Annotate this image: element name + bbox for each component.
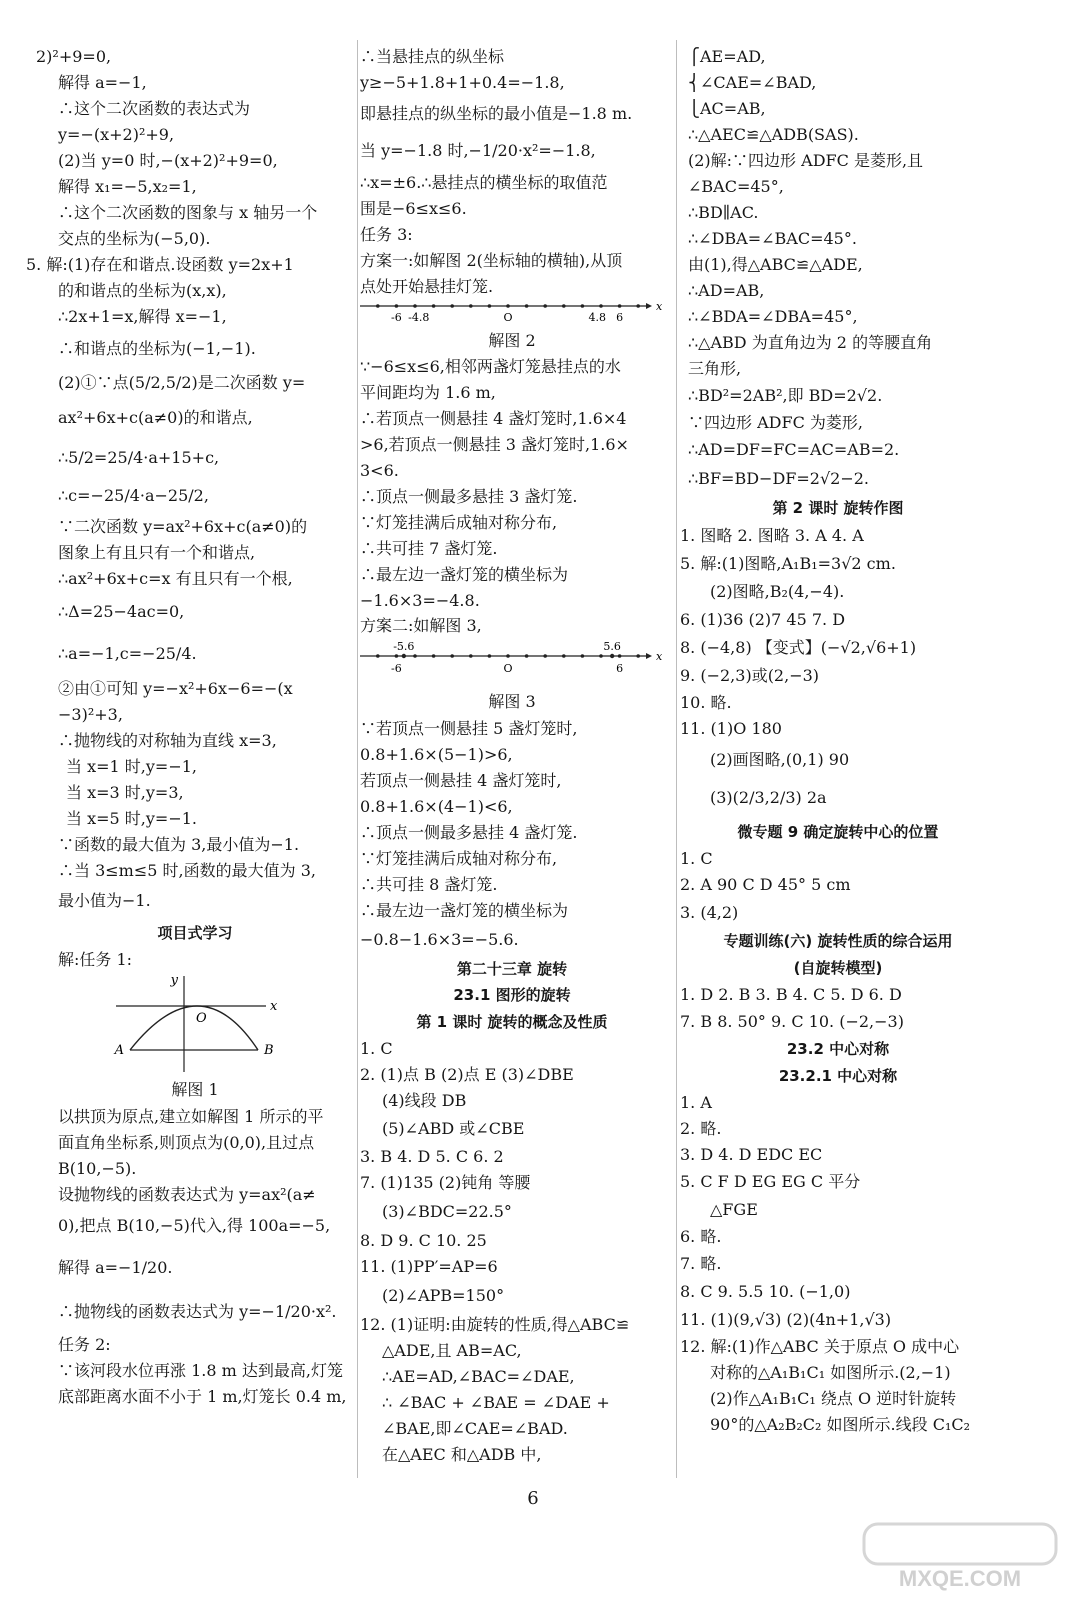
answer-line: >6,若顶点一侧悬挂 3 盏灯笼时,1.6× xyxy=(360,435,629,454)
section-heading: 项目式学习 xyxy=(157,924,233,942)
label-x: x xyxy=(270,999,278,1014)
answer-line: ∴共可挂 7 盏灯笼. xyxy=(360,539,498,558)
answer-line: 8. (−4,8) 【变式】(−√2,√6+1) xyxy=(680,638,917,657)
answer-line: ∴共可挂 8 盏灯笼. xyxy=(360,875,498,894)
answer-line: 解得 a=−1/20. xyxy=(58,1258,173,1277)
answer-line: 6. 略. xyxy=(680,1227,722,1246)
answer-line: ∵若顶点一侧悬挂 5 盏灯笼时, xyxy=(360,719,578,738)
answer-line: 任务 3: xyxy=(360,225,413,244)
figure-caption: 解图 2 xyxy=(488,331,536,350)
answer-line: 以拱顶为原点,建立如解图 1 所示的平 xyxy=(58,1107,324,1126)
answer-line: ∴这个二次函数的图象与 x 轴另一个 xyxy=(58,203,318,222)
answer-line: 11. (1)(9,√3) (2)(4n+1,√3) xyxy=(680,1310,892,1329)
answer-line: ∴∠DBA=∠BAC=45°. xyxy=(688,229,857,248)
fig-2 xyxy=(360,300,664,328)
answer-line: ②由①可知 y=−x²+6x−6=−(x xyxy=(58,679,293,698)
answer-line: 2. 略. xyxy=(680,1119,722,1138)
answer-line: 11. (1)O 180 xyxy=(680,719,782,738)
tick-dot xyxy=(506,304,510,308)
axis-label-x: x xyxy=(656,650,663,663)
answer-line: (3)∠BDC=22.5° xyxy=(382,1202,512,1221)
answer-line: 即悬挂点的纵坐标的最小值是−1.8 m. xyxy=(360,104,633,123)
tick-dot xyxy=(450,304,454,308)
answer-line: 1. A xyxy=(680,1093,712,1112)
answer-line: ⎨∠CAE=∠BAD, xyxy=(688,73,817,92)
answer-line: ∴BD²=2AB²,即 BD=2√2. xyxy=(688,386,883,405)
tick-dot xyxy=(525,304,529,308)
answer-line: 7. (1)135 (2)钝角 等腰 xyxy=(360,1173,531,1192)
tick-dot xyxy=(562,654,566,658)
answer-line: 8. D 9. C 10. 25 xyxy=(360,1231,487,1250)
answer-line: −3)²+3, xyxy=(58,705,123,724)
tick-label-top: 5.6 xyxy=(603,640,621,653)
watermark-text: MXQE.COM xyxy=(898,1566,1022,1591)
tick-dot xyxy=(543,304,547,308)
answer-line: ∴∠BDA=∠DBA=45°, xyxy=(688,307,858,326)
tick-dot xyxy=(395,304,399,308)
tick-dot xyxy=(413,654,417,658)
tick-label: O xyxy=(503,311,513,324)
answer-line: 5. C F D EG EG C 平分 xyxy=(680,1172,861,1191)
section-heading: 23.1 图形的旋转 xyxy=(453,986,571,1004)
answer-line: 若顶点一侧悬挂 4 盏灯笼时, xyxy=(360,771,562,790)
figure-caption: 解图 1 xyxy=(171,1080,219,1099)
tick-dot xyxy=(432,654,436,658)
tick-label-top: -5.6 xyxy=(393,640,415,653)
answer-line: (2)图略,B₂(4,−4). xyxy=(710,582,845,601)
answer-line: ∴顶点一侧最多悬挂 4 盏灯笼. xyxy=(360,823,578,842)
section-heading: 第 2 课时 旋转作图 xyxy=(772,499,904,517)
answer-line: 6. (1)36 (2)7 45 7. D xyxy=(680,610,846,629)
answer-line: 2. (1)点 B (2)点 E (3)∠DBE xyxy=(360,1065,574,1084)
answer-line: ∠BAC=45°, xyxy=(688,177,784,196)
tick-label-bottom: 6 xyxy=(616,662,624,675)
tick-dot xyxy=(525,654,529,658)
answer-line: 在△AEC 和△ADB 中, xyxy=(382,1445,542,1464)
answer-line: ∴x=±6.∴悬挂点的横坐标的取值范 xyxy=(360,173,608,192)
answer-line: 7. B 8. 50° 9. C 10. (−2,−3) xyxy=(680,1012,904,1031)
tick-dot xyxy=(562,304,566,308)
column-divider-1 xyxy=(357,40,358,1478)
tick-dot xyxy=(599,304,603,308)
answer-line: 解得 x₁=−5,x₂=1, xyxy=(58,177,197,196)
tick-dot xyxy=(488,304,492,308)
answer-line: 5. 解:(1)存在和谐点.设函数 y=2x+1 xyxy=(26,255,294,274)
answer-line: △FGE xyxy=(710,1200,758,1219)
answer-line: ∴这个二次函数的表达式为 xyxy=(58,99,251,118)
answer-line: (2)当 y=0 时,−(x+2)²+9=0, xyxy=(58,151,278,170)
answer-line: 3. B 4. D 5. C 6. 2 xyxy=(360,1147,504,1166)
answer-line: 当 y=−1.8 时,−1/20·x²=−1.8, xyxy=(360,141,596,160)
section-heading: 第二十三章 旋转 xyxy=(456,960,568,978)
tick-dot xyxy=(469,304,473,308)
tick-dot xyxy=(395,654,399,658)
answer-line: ⎧AE=AD, xyxy=(688,47,766,66)
answer-line: ∴最左边一盏灯笼的横坐标为 xyxy=(360,565,569,584)
answer-line: ∴BD∥AC. xyxy=(688,203,759,222)
answer-column-1 xyxy=(26,44,354,1410)
answer-line: ∴抛物线的对称轴为直线 x=3, xyxy=(58,731,277,750)
parabola-curve xyxy=(130,1006,258,1050)
tick-label-bottom: O xyxy=(503,662,513,675)
answer-line: ∴2x+1=x,解得 x=−1, xyxy=(58,307,227,326)
answer-line: 平间距均为 1.6 m, xyxy=(360,383,496,402)
answer-line: 围是−6≤x≤6. xyxy=(360,199,467,218)
answer-line: ∴5/2=25/4·a+15+c, xyxy=(58,448,220,467)
answer-line: 8. C 9. 5.5 10. (−1,0) xyxy=(680,1282,851,1301)
tick-dot xyxy=(618,304,622,308)
tick-dot xyxy=(488,654,492,658)
answer-line: ∴当悬挂点的纵坐标 xyxy=(360,47,505,66)
answer-line: 5. 解:(1)图略,A₁B₁=3√2 cm. xyxy=(680,554,896,573)
parabola-figure xyxy=(106,972,336,1076)
answer-line: (2)①∵点(5/2,5/2)是二次函数 y= xyxy=(58,373,306,392)
answer-line: (2)作△A₁B₁C₁ 绕点 O 逆时针旋转 xyxy=(710,1389,957,1408)
answer-line: 对称的△A₁B₁C₁ 如图所示.(2,−1) xyxy=(710,1363,951,1382)
page-number: 6 xyxy=(527,1488,539,1509)
answer-line: 0),把点 B(10,−5)代入,得 100a=−5, xyxy=(58,1216,331,1235)
answer-line: ∠BAE,即∠CAE=∠BAD. xyxy=(382,1419,568,1438)
answer-line: 最小值为−1. xyxy=(58,891,151,910)
answer-line: 任务 2: xyxy=(58,1335,111,1354)
column-divider-2 xyxy=(676,40,677,1478)
answer-line: ax²+6x+c(a≠0)的和谐点, xyxy=(58,408,253,427)
tick-dot xyxy=(581,304,585,308)
answer-line: ∴AD=DF=FC=AC=AB=2. xyxy=(688,440,900,459)
tick-label: -4.8 xyxy=(408,311,430,324)
figure-caption: 解图 3 xyxy=(488,692,536,711)
axis-label-x: x xyxy=(656,300,663,313)
answer-line: ∴a=−1,c=−25/4. xyxy=(58,644,197,663)
section-heading: 23.2.1 中心对称 xyxy=(778,1067,898,1085)
answer-line: (5)∠ABD 或∠CBE xyxy=(382,1119,525,1138)
answer-line: 当 x=5 时,y=−1. xyxy=(66,809,197,828)
tick-label: 6 xyxy=(616,311,624,324)
answer-line: 点处开始悬挂灯笼. xyxy=(360,277,494,296)
answer-line: ∵−6≤x≤6,相邻两盏灯笼悬挂点的水 xyxy=(360,357,621,376)
answer-line: 1. 图略 2. 图略 3. A 4. A xyxy=(680,526,864,545)
answer-line: 7. 略. xyxy=(680,1254,722,1273)
answer-line: ∴最左边一盏灯笼的横坐标为 xyxy=(360,901,569,920)
answer-line: ∴△AEC≌△ADB(SAS). xyxy=(688,125,859,144)
answer-line: 3<6. xyxy=(360,461,399,480)
tick-dot xyxy=(506,654,510,658)
answer-line: −0.8−1.6×3=−5.6. xyxy=(360,930,519,949)
answer-line: 由(1),得△ABC≌△ADE, xyxy=(688,255,863,274)
answer-line: 1. D 2. B 3. B 4. C 5. D 6. D xyxy=(680,985,902,1004)
label-origin: O xyxy=(196,1011,207,1026)
fig-2-number-line xyxy=(360,300,663,328)
answer-line: ∴抛物线的函数表达式为 y=−1/20·x². xyxy=(58,1302,337,1321)
label-y: y xyxy=(170,973,178,988)
answer-line: (2)画图略,(0,1) 90 xyxy=(710,750,850,769)
answer-line: ∵二次函数 y=ax²+6x+c(a≠0)的 xyxy=(58,517,308,536)
answer-line: ∴顶点一侧最多悬挂 3 盏灯笼. xyxy=(360,487,578,506)
tick-dot xyxy=(469,654,473,658)
answer-line: ⎩AC=AB, xyxy=(688,99,766,118)
answer-column-2 xyxy=(360,44,664,1468)
answer-line: y=−(x+2)²+9, xyxy=(58,125,175,144)
answer-line: (2)∠APB=150° xyxy=(382,1286,505,1305)
tick-dot xyxy=(543,654,547,658)
answer-line: 底部距离水面不小于 1 m,灯笼长 0.4 m, xyxy=(58,1387,347,1406)
answer-line: 0.8+1.6×(5−1)>6, xyxy=(360,745,513,764)
answer-line: 三角形, xyxy=(688,359,742,378)
answer-line: 解得 a=−1, xyxy=(58,73,147,92)
answer-line: ∴ ∠BAC + ∠BAE = ∠DAE + xyxy=(382,1393,610,1412)
answer-line: ∵灯笼挂满后成轴对称分布, xyxy=(360,513,558,532)
answer-line: 方案一:如解图 2(坐标轴的横轴),从顶 xyxy=(360,251,623,270)
answer-line: ∵灯笼挂满后成轴对称分布, xyxy=(360,849,558,868)
section-heading: 微专题 9 确定旋转中心的位置 xyxy=(737,823,939,841)
answer-line: y≥−5+1.8+1+0.4=−1.8, xyxy=(360,73,565,92)
watermark-logo xyxy=(860,1520,1060,1592)
tick-dot xyxy=(581,654,585,658)
fig-3-number-line xyxy=(360,638,663,688)
answer-line: ∵四边形 ADFC 为菱形, xyxy=(688,413,863,432)
answer-line: (2)解:∵四边形 ADFC 是菱形,且 xyxy=(688,151,924,170)
tick-dot xyxy=(636,654,640,658)
answer-line: 面直角坐标系,则顶点为(0,0),且过点 xyxy=(58,1133,315,1152)
tick-dot xyxy=(599,654,603,658)
answer-line: 设抛物线的函数表达式为 y=ax²(a≠ xyxy=(58,1185,316,1204)
answer-line: 11. (1)PP′=AP=6 xyxy=(360,1257,498,1276)
answer-line: ∴和谐点的坐标为(−1,−1). xyxy=(58,339,256,358)
answer-line: ∴BF=BD−DF=2√2−2. xyxy=(688,469,869,488)
tick-dot xyxy=(450,654,454,658)
section-heading: 23.2 中心对称 xyxy=(786,1040,890,1058)
answer-line: 1. C xyxy=(680,849,713,868)
answer-line: 2)²+9=0, xyxy=(36,47,112,66)
label-point-a: A xyxy=(114,1043,124,1058)
section-heading: 第 1 课时 旋转的概念及性质 xyxy=(416,1013,608,1031)
answer-line: −1.6×3=−4.8. xyxy=(360,591,480,610)
answer-line: 1. C xyxy=(360,1039,393,1058)
section-heading: 专题训练(六) 旋转性质的综合运用 xyxy=(723,932,953,950)
answer-line: 0.8+1.6×(4−1)<6, xyxy=(360,797,513,816)
answer-line: ∴若顶点一侧悬挂 4 盏灯笼时,1.6×4 xyxy=(360,409,627,428)
answer-line: ∴当 3≤m≤5 时,函数的最大值为 3, xyxy=(58,861,316,880)
answer-line: ∵函数的最大值为 3,最小值为−1. xyxy=(58,835,300,854)
answer-line: ∵该河段水位再涨 1.8 m 达到最高,灯笼 xyxy=(58,1361,343,1380)
answer-line: ∴ax²+6x+c=x 有且只有一个根, xyxy=(58,569,293,588)
tick-dot xyxy=(432,304,436,308)
answer-line: 9. (−2,3)或(2,−3) xyxy=(680,666,820,685)
answer-line: 解:任务 1: xyxy=(58,950,133,969)
answer-line: (4)线段 DB xyxy=(382,1091,467,1110)
tick-dot xyxy=(376,304,380,308)
answer-column-3 xyxy=(680,44,988,1438)
answer-line: 3. D 4. D EDC EC xyxy=(680,1145,823,1164)
answer-line: 当 x=3 时,y=3, xyxy=(66,783,184,802)
answer-line: 当 x=1 时,y=−1, xyxy=(66,757,197,776)
tick-dot xyxy=(618,654,622,658)
tick-dot xyxy=(376,654,380,658)
answer-line: ∴AE=AD,∠BAC=∠DAE, xyxy=(382,1367,575,1386)
answer-line: 10. 略. xyxy=(680,693,732,712)
answer-line: 交点的坐标为(−5,0). xyxy=(58,229,211,248)
fig-1 xyxy=(36,972,354,1076)
answer-line: 图象上有且只有一个和谐点, xyxy=(58,543,256,562)
answer-line: ∴Δ=25−4ac=0, xyxy=(58,602,185,621)
answer-line: 3. (4,2) xyxy=(680,903,739,922)
answer-line: 12. 解:(1)作△ABC 关于原点 O 成中心 xyxy=(680,1337,960,1356)
answer-line: 12. (1)证明:由旋转的性质,得△ABC≌ xyxy=(360,1315,630,1334)
answer-line: 的和谐点的坐标为(x,x), xyxy=(58,281,227,300)
answer-line: ∴AD=AB, xyxy=(688,281,765,300)
answer-line: ∴c=−25/4·a−25/2, xyxy=(58,486,209,505)
answer-line: B(10,−5). xyxy=(58,1159,137,1178)
fig-3 xyxy=(360,638,664,688)
answer-line: 方案二:如解图 3, xyxy=(360,616,482,635)
tick-label-bottom: -6 xyxy=(391,662,402,675)
tick-label: -6 xyxy=(391,311,402,324)
tick-label: 4.8 xyxy=(588,311,607,324)
tick-dot xyxy=(636,304,640,308)
answer-line: 2. A 90 C D 45° 5 cm xyxy=(680,875,851,894)
answer-line: 90°的△A₂B₂C₂ 如图所示.线段 C₁C₂ xyxy=(710,1415,971,1434)
answer-line: ∴△ABD 为直角边为 2 的等腰直角 xyxy=(688,333,933,352)
tick-dot xyxy=(413,304,417,308)
answer-line: △ADE,且 AB=AC, xyxy=(382,1341,522,1360)
section-heading: (自旋转模型) xyxy=(793,959,883,977)
answer-line: (3)(2/3,2/3) 2a xyxy=(710,788,827,807)
label-point-b: B xyxy=(264,1043,274,1058)
